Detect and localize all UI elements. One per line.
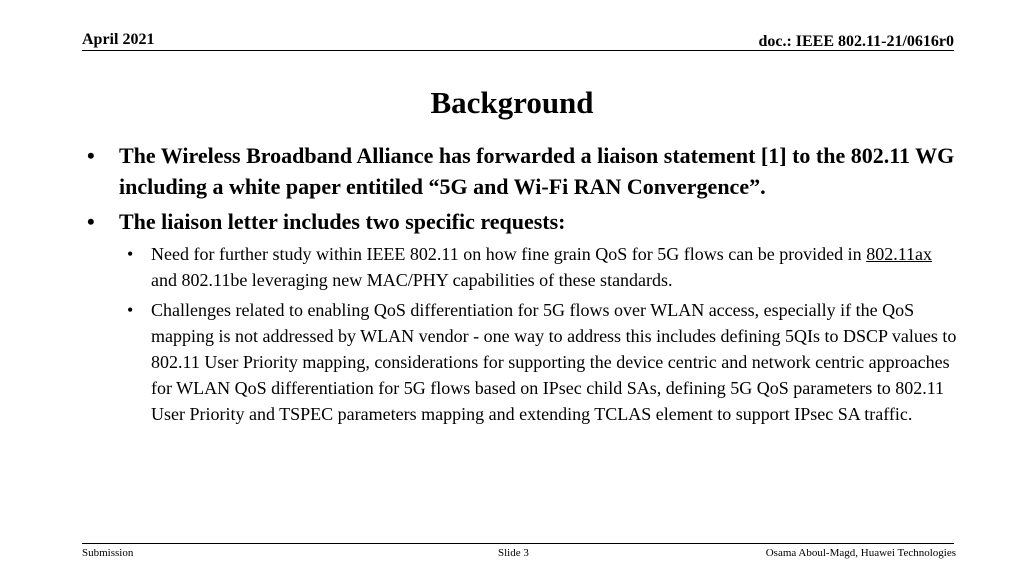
sub-bullet-item <box>85 297 960 427</box>
footer-submission: Submission <box>82 547 134 559</box>
footer-slide-number: Slide 3 <box>498 547 529 559</box>
slide-body <box>85 140 960 431</box>
bullet-item <box>85 206 960 237</box>
sub-bullet-text: Challenges related to enabling QoS differentiation for 5G flows over WLAN access, especially if the QoS mapping is not addressed by WLAN vendor - one way to address this includes defining 5QIs to DSCP values to 802.11 User Priority mapping, considerations for supporting the device centric and network centric approaches for WLAN QoS differentiation for 5G flows based on IPsec child SAs, defining 5G QoS parameters to 802.11 User Priority and TSPEC parameters mapping and extending TCLAS element to support IPsec SA traffic. <box>151 300 957 424</box>
bullet-text: The Wireless Broadband Alliance has forwarded a liaison statement [1] to the 802.11 WG including a white paper entitiled “5G and Wi-Fi RAN Convergence”. <box>119 143 955 199</box>
bullet-text: The liaison letter includes two specific requests: <box>119 209 566 234</box>
bullet-marker: • <box>87 209 95 234</box>
bullet-item <box>85 140 960 202</box>
sub-bullet-item <box>85 241 960 293</box>
footer-author: Osama Aboul-Magd, Huawei Technologies <box>765 547 956 559</box>
bullet-marker: • <box>87 143 95 168</box>
header-divider <box>82 50 954 51</box>
header-date: April 2021 <box>82 31 155 48</box>
sub-bullet-text-pre: Need for further study within IEEE 802.11 on how fine grain QoS for 5G flows can be provided in <box>151 244 867 264</box>
sub-bullet-marker: • <box>127 244 134 264</box>
sub-bullet-text-post: and 802.11be leveraging new MAC/PHY capabilities of these standards. <box>151 270 673 290</box>
footer-divider <box>82 543 954 544</box>
slide-title: Background <box>430 85 594 120</box>
link-802-11ax[interactable]: 802.11ax <box>866 244 933 264</box>
header-doc-id: doc.: IEEE 802.11-21/0616r0 <box>758 33 954 50</box>
sub-bullet-marker: • <box>127 300 134 320</box>
